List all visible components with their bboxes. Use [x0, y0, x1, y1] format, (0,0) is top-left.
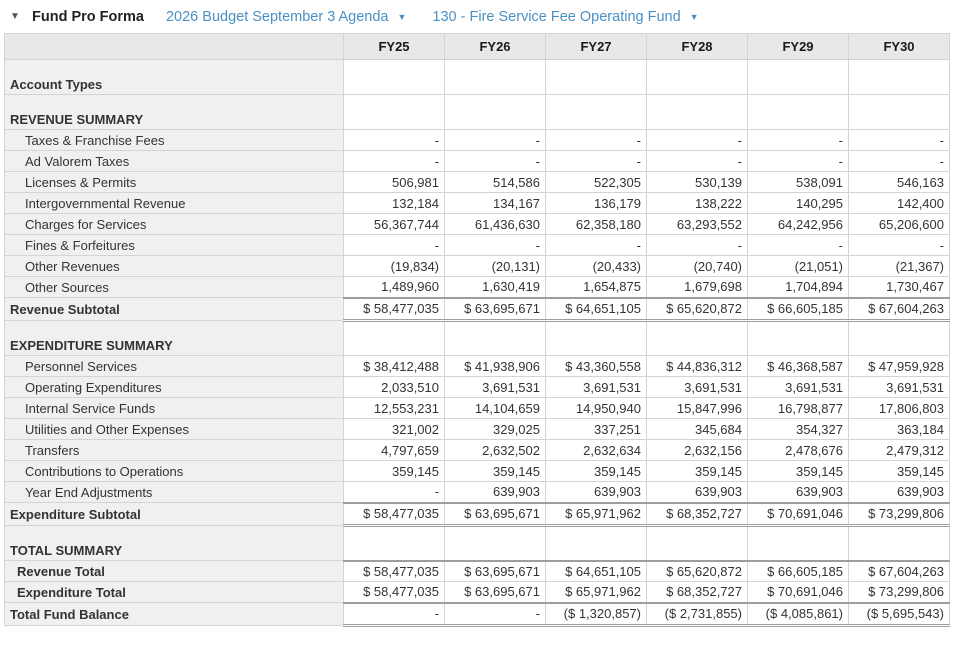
row-label: Expenditure Subtotal: [5, 503, 344, 526]
cell-fy26: 134,167: [445, 193, 546, 214]
row-label: TOTAL SUMMARY: [5, 526, 344, 561]
table-row: [5, 582, 950, 603]
cell-fy25: (19,834): [344, 256, 445, 277]
cell-fy25: 506,981: [344, 172, 445, 193]
cell-fy27: [546, 95, 647, 130]
cell-fy25: 12,553,231: [344, 398, 445, 419]
cell-fy28: 2,632,156: [647, 440, 748, 461]
cell-fy26: 2,632,502: [445, 440, 546, 461]
chevron-down-icon: ▼: [397, 11, 407, 22]
cell-fy29: 639,903: [748, 482, 849, 503]
corner-cell: [5, 34, 344, 60]
cell-fy28: [647, 60, 748, 95]
cell-fy29: 2,478,676: [748, 440, 849, 461]
cell-fy25: -: [344, 130, 445, 151]
cell-fy26: [445, 321, 546, 356]
row-label: Contributions to Operations: [5, 461, 344, 482]
cell-fy27: 337,251: [546, 419, 647, 440]
cell-fy29: -: [748, 235, 849, 256]
row-label: Utilities and Other Expenses: [5, 419, 344, 440]
column-header-fy29: FY29: [748, 34, 849, 60]
cell-fy28: 1,679,698: [647, 277, 748, 298]
table-row: [5, 356, 950, 377]
cell-fy27: -: [546, 235, 647, 256]
cell-fy26: $ 63,695,671: [445, 561, 546, 582]
cell-fy28: $ 68,352,727: [647, 503, 748, 526]
cell-fy28: 63,293,552: [647, 214, 748, 235]
cell-fy28: -: [647, 151, 748, 172]
row-label: REVENUE SUMMARY: [5, 95, 344, 130]
row-label: Operating Expenditures: [5, 377, 344, 398]
cell-fy28: ($ 2,731,855): [647, 603, 748, 626]
cell-fy30: 65,206,600: [849, 214, 950, 235]
cell-fy25: -: [344, 151, 445, 172]
collapse-caret-icon[interactable]: ▼: [10, 11, 20, 22]
cell-fy26: $ 63,695,671: [445, 503, 546, 526]
row-label: Personnel Services: [5, 356, 344, 377]
cell-fy30: (21,367): [849, 256, 950, 277]
cell-fy30: -: [849, 151, 950, 172]
table-row: [5, 440, 950, 461]
cell-fy29: $ 66,605,185: [748, 561, 849, 582]
table-row: [5, 151, 950, 172]
cell-fy27: -: [546, 151, 647, 172]
toolbar: [0, 0, 957, 33]
cell-fy30: -: [849, 130, 950, 151]
row-label: Fines & Forfeitures: [5, 235, 344, 256]
table-row: [5, 95, 950, 130]
cell-fy26: 514,586: [445, 172, 546, 193]
cell-fy28: (20,740): [647, 256, 748, 277]
chevron-down-icon: ▼: [689, 11, 699, 22]
cell-fy30: $ 67,604,263: [849, 298, 950, 321]
cell-fy27: 62,358,180: [546, 214, 647, 235]
cell-fy28: 3,691,531: [647, 377, 748, 398]
table-row: [5, 461, 950, 482]
table-body: [5, 60, 950, 626]
table-header-row: [5, 34, 950, 60]
cell-fy28: 530,139: [647, 172, 748, 193]
cell-fy30: ($ 5,695,543): [849, 603, 950, 626]
cell-fy25: $ 58,477,035: [344, 561, 445, 582]
cell-fy25: 132,184: [344, 193, 445, 214]
cell-fy30: 3,691,531: [849, 377, 950, 398]
cell-fy30: [849, 321, 950, 356]
table-row: [5, 419, 950, 440]
cell-fy30: 1,730,467: [849, 277, 950, 298]
cell-fy26: (20,131): [445, 256, 546, 277]
cell-fy29: 140,295: [748, 193, 849, 214]
cell-fy30: 363,184: [849, 419, 950, 440]
cell-fy27: (20,433): [546, 256, 647, 277]
cell-fy29: ($ 4,085,861): [748, 603, 849, 626]
cell-fy30: [849, 60, 950, 95]
table-row: [5, 503, 950, 526]
cell-fy29: 359,145: [748, 461, 849, 482]
column-header-fy27: FY27: [546, 34, 647, 60]
cell-fy27: $ 64,651,105: [546, 298, 647, 321]
cell-fy29: [748, 60, 849, 95]
budget-dropdown-label: 2026 Budget September 3 Agenda: [165, 8, 389, 25]
cell-fy27: [546, 60, 647, 95]
cell-fy29: $ 70,691,046: [748, 503, 849, 526]
cell-fy27: 359,145: [546, 461, 647, 482]
cell-fy26: [445, 60, 546, 95]
table-row: [5, 60, 950, 95]
cell-fy25: 359,145: [344, 461, 445, 482]
row-label: Internal Service Funds: [5, 398, 344, 419]
row-label: EXPENDITURE SUMMARY: [5, 321, 344, 356]
cell-fy26: [445, 95, 546, 130]
cell-fy26: 3,691,531: [445, 377, 546, 398]
cell-fy28: $ 68,352,727: [647, 582, 748, 603]
table-row: [5, 214, 950, 235]
cell-fy25: $ 58,477,035: [344, 298, 445, 321]
cell-fy29: [748, 321, 849, 356]
row-label: Revenue Total: [5, 561, 344, 582]
cell-fy26: 61,436,630: [445, 214, 546, 235]
cell-fy26: 1,630,419: [445, 277, 546, 298]
cell-fy25: [344, 321, 445, 356]
table-row: [5, 482, 950, 503]
cell-fy29: $ 46,368,587: [748, 356, 849, 377]
cell-fy26: -: [445, 603, 546, 626]
cell-fy27: $ 65,971,962: [546, 582, 647, 603]
table-row: [5, 193, 950, 214]
cell-fy28: 138,222: [647, 193, 748, 214]
cell-fy26: -: [445, 130, 546, 151]
cell-fy30: 639,903: [849, 482, 950, 503]
cell-fy27: $ 43,360,558: [546, 356, 647, 377]
cell-fy29: 1,704,894: [748, 277, 849, 298]
table-row: [5, 298, 950, 321]
row-label: Ad Valorem Taxes: [5, 151, 344, 172]
cell-fy30: $ 73,299,806: [849, 503, 950, 526]
table-row: [5, 235, 950, 256]
cell-fy29: 16,798,877: [748, 398, 849, 419]
cell-fy30: $ 67,604,263: [849, 561, 950, 582]
cell-fy27: 136,179: [546, 193, 647, 214]
table-row: [5, 561, 950, 582]
cell-fy29: 354,327: [748, 419, 849, 440]
budget-dropdown[interactable]: [166, 9, 406, 25]
cell-fy25: 56,367,744: [344, 214, 445, 235]
cell-fy26: [445, 526, 546, 561]
cell-fy25: [344, 60, 445, 95]
row-label: Year End Adjustments: [5, 482, 344, 503]
cell-fy25: $ 58,477,035: [344, 503, 445, 526]
cell-fy29: $ 66,605,185: [748, 298, 849, 321]
cell-fy25: 4,797,659: [344, 440, 445, 461]
cell-fy30: 142,400: [849, 193, 950, 214]
cell-fy27: 1,654,875: [546, 277, 647, 298]
table-row: [5, 398, 950, 419]
row-label: Other Sources: [5, 277, 344, 298]
cell-fy30: 359,145: [849, 461, 950, 482]
cell-fy30: $ 47,959,928: [849, 356, 950, 377]
row-label: Intergovernmental Revenue: [5, 193, 344, 214]
cell-fy30: 17,806,803: [849, 398, 950, 419]
cell-fy27: 639,903: [546, 482, 647, 503]
cell-fy29: 64,242,956: [748, 214, 849, 235]
cell-fy25: [344, 95, 445, 130]
row-label: Account Types: [5, 60, 344, 95]
table-row: [5, 172, 950, 193]
row-label: Expenditure Total: [5, 582, 344, 603]
table-row: [5, 603, 950, 626]
cell-fy25: [344, 526, 445, 561]
cell-fy25: 321,002: [344, 419, 445, 440]
cell-fy27: 2,632,634: [546, 440, 647, 461]
row-label: Taxes & Franchise Fees: [5, 130, 344, 151]
row-label: Transfers: [5, 440, 344, 461]
cell-fy25: 2,033,510: [344, 377, 445, 398]
pro-forma-table: [4, 33, 950, 627]
cell-fy25: -: [344, 603, 445, 626]
fund-dropdown-label: 130 - Fire Service Fee Operating Fund: [432, 8, 681, 25]
cell-fy28: 345,684: [647, 419, 748, 440]
cell-fy28: 359,145: [647, 461, 748, 482]
cell-fy28: [647, 95, 748, 130]
row-label: Other Revenues: [5, 256, 344, 277]
page-title: Fund Pro Forma: [32, 8, 144, 25]
cell-fy26: $ 63,695,671: [445, 582, 546, 603]
table-row: [5, 377, 950, 398]
cell-fy30: 546,163: [849, 172, 950, 193]
cell-fy27: [546, 321, 647, 356]
cell-fy28: $ 65,620,872: [647, 561, 748, 582]
table-row: [5, 130, 950, 151]
cell-fy25: 1,489,960: [344, 277, 445, 298]
cell-fy27: 3,691,531: [546, 377, 647, 398]
cell-fy30: [849, 526, 950, 561]
cell-fy30: -: [849, 235, 950, 256]
row-label: Licenses & Permits: [5, 172, 344, 193]
column-header-fy25: FY25: [344, 34, 445, 60]
cell-fy27: -: [546, 130, 647, 151]
cell-fy28: -: [647, 130, 748, 151]
row-label: Total Fund Balance: [5, 603, 344, 626]
cell-fy29: -: [748, 151, 849, 172]
table-row: [5, 277, 950, 298]
column-header-fy30: FY30: [849, 34, 950, 60]
cell-fy25: -: [344, 482, 445, 503]
table-row: [5, 256, 950, 277]
cell-fy29: $ 70,691,046: [748, 582, 849, 603]
cell-fy29: (21,051): [748, 256, 849, 277]
cell-fy29: [748, 526, 849, 561]
cell-fy27: 522,305: [546, 172, 647, 193]
column-header-fy26: FY26: [445, 34, 546, 60]
table-row: [5, 526, 950, 561]
cell-fy26: -: [445, 235, 546, 256]
cell-fy25: -: [344, 235, 445, 256]
table-row: [5, 321, 950, 356]
cell-fy27: 14,950,940: [546, 398, 647, 419]
cell-fy27: [546, 526, 647, 561]
cell-fy28: [647, 321, 748, 356]
cell-fy27: $ 65,971,962: [546, 503, 647, 526]
cell-fy29: 538,091: [748, 172, 849, 193]
cell-fy26: 639,903: [445, 482, 546, 503]
cell-fy30: 2,479,312: [849, 440, 950, 461]
cell-fy28: -: [647, 235, 748, 256]
cell-fy29: [748, 95, 849, 130]
column-header-fy28: FY28: [647, 34, 748, 60]
cell-fy25: $ 58,477,035: [344, 582, 445, 603]
cell-fy26: $ 41,938,906: [445, 356, 546, 377]
cell-fy25: $ 38,412,488: [344, 356, 445, 377]
cell-fy26: $ 63,695,671: [445, 298, 546, 321]
cell-fy28: 639,903: [647, 482, 748, 503]
cell-fy29: 3,691,531: [748, 377, 849, 398]
cell-fy26: 14,104,659: [445, 398, 546, 419]
cell-fy30: $ 73,299,806: [849, 582, 950, 603]
cell-fy28: $ 44,836,312: [647, 356, 748, 377]
cell-fy27: $ 64,651,105: [546, 561, 647, 582]
row-label: Revenue Subtotal: [5, 298, 344, 321]
cell-fy30: [849, 95, 950, 130]
row-label: Charges for Services: [5, 214, 344, 235]
cell-fy26: 359,145: [445, 461, 546, 482]
fund-dropdown[interactable]: [432, 9, 698, 25]
cell-fy29: -: [748, 130, 849, 151]
cell-fy28: $ 65,620,872: [647, 298, 748, 321]
cell-fy28: 15,847,996: [647, 398, 748, 419]
cell-fy28: [647, 526, 748, 561]
cell-fy27: ($ 1,320,857): [546, 603, 647, 626]
cell-fy26: -: [445, 151, 546, 172]
cell-fy26: 329,025: [445, 419, 546, 440]
